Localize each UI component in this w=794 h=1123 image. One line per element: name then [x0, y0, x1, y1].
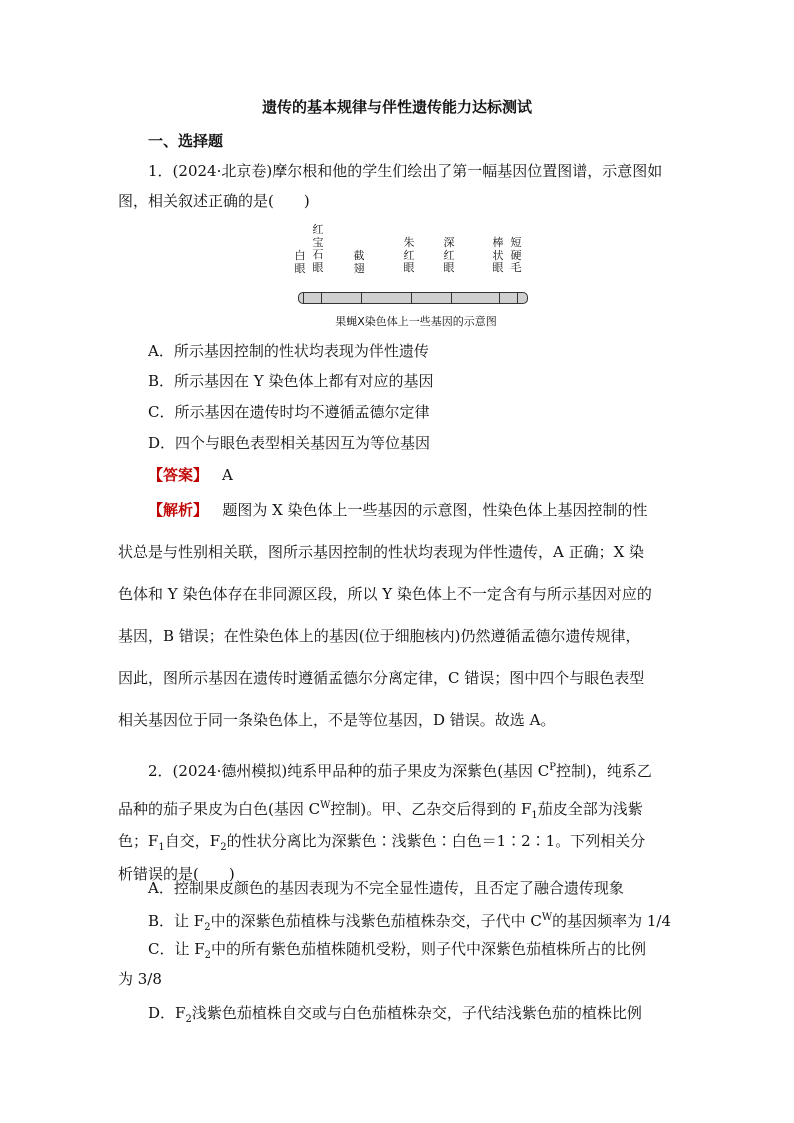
gene-label: 深 红 眼: [443, 236, 455, 275]
analysis-line: 基因，B 错误；在性染色体上的基因(位于细胞核内)仍然遵循孟德尔遗传规律，: [118, 627, 641, 645]
q2-option-c-continued: 为 3/8: [118, 970, 162, 988]
x-chromosome-bar: [298, 292, 528, 304]
question-2-stem-line: 色；$F_1$自交，$F_2$的性状分离比为深紫色∶浅紫色∶白色＝1∶2∶1。下列相关分: [118, 832, 646, 853]
question-1-stem-line: 图，相关叙述正确的是( ): [118, 192, 310, 210]
gene-label: 棒 状 眼: [492, 236, 504, 275]
option-d: D．四个与眼色表型相关基因互为等位基因: [148, 434, 431, 452]
gene-locus-tick: [361, 293, 362, 303]
answer-value: A: [222, 466, 233, 484]
gene-label: 截 翅: [353, 249, 365, 275]
analysis-line: 【解析】 题图为 X 染色体上一些基因的示意图，性染色体上基因控制的性: [148, 501, 648, 519]
gene-label: 朱 红 眼: [403, 236, 415, 275]
gene-locus-tick: [321, 293, 322, 303]
gene-locus-tick: [517, 293, 518, 303]
question-2-stem-line: 2．(2024·德州模拟)纯系甲品种的茄子果皮为深紫色(基因 $C^P$控制)，纯系乙: [148, 762, 652, 780]
question-1-stem-line: 1．(2024·北京卷)摩尔根和他的学生们绘出了第一幅基因位置图谱，示意图如: [148, 162, 663, 180]
option-c: C．所示基因在遗传时均不遵循孟德尔定律: [148, 403, 430, 421]
gene-locus-tick: [303, 293, 304, 303]
option-a: A．所示基因控制的性状均表现为伴性遗传: [148, 342, 429, 360]
q2-option-a: A．控制果皮颜色的基因表现为不完全显性遗传，且否定了融合遗传现象: [148, 879, 624, 897]
question-2-stem-line: 析错误的是( ): [118, 865, 235, 883]
gene-locus-tick: [411, 293, 412, 303]
chromosome-diagram: [290, 224, 540, 332]
q2-option-b: B．让 $F_2$中的深紫色茄植株与浅紫色茄植株杂交，子代中 $C^W$的基因频率为 1/4: [148, 912, 672, 933]
diagram-caption: 果蝇X染色体上一些基因的示意图: [335, 315, 497, 328]
analysis-line: 色体和 Y 染色体存在非同源区段，所以 Y 染色体上不一定含有与所示基因对应的: [118, 585, 652, 603]
q2-option-c: C．让 $F_2$中的所有紫色茄植株随机受粉，则子代中深紫色茄植株所占的比例: [148, 940, 647, 961]
gene-label: 白 眼: [294, 249, 306, 275]
analysis-line: 因此，图所示基因在遗传时遵循孟德尔分离定律，C 错误；图中四个与眼色表型: [118, 669, 645, 687]
question-1-stem: [118, 156, 678, 216]
gene-locus-tick: [451, 293, 452, 303]
section-heading: 一、选择题: [148, 132, 224, 150]
analysis-label: 【解析】: [148, 501, 209, 519]
analysis-line: 状总是与性别相关联，图所示基因控制的性状均表现为伴性遗传，A 正确；X 染: [118, 543, 645, 561]
option-b: B．所示基因在 Y 染色体上都有对应的基因: [148, 372, 434, 390]
page-title: 遗传的基本规律与伴性遗传能力达标测试: [261, 98, 532, 116]
analysis-block: [118, 489, 678, 741]
gene-label: 红 宝 石 眼: [312, 223, 324, 274]
answer-row: [148, 465, 233, 485]
gene-label: 短 硬 毛: [510, 236, 522, 275]
question-2-stem: [118, 748, 678, 890]
question-2-stem-line: 品种的茄子果皮为白色(基因 $C^W$控制)。甲、乙杂交后得到的 $F_1$茄皮全部为浅紫: [118, 800, 643, 821]
gene-locus-tick: [499, 293, 500, 303]
answer-label: 【答案】: [148, 466, 209, 484]
analysis-line: 相关基因位于同一条染色体上，不是等位基因，D 错误。故选 A。: [118, 711, 556, 729]
q2-option-d: D．$F_2$浅紫色茄植株自交或与白色茄植株杂交，子代结浅紫色茄的植株比例: [148, 1004, 642, 1025]
